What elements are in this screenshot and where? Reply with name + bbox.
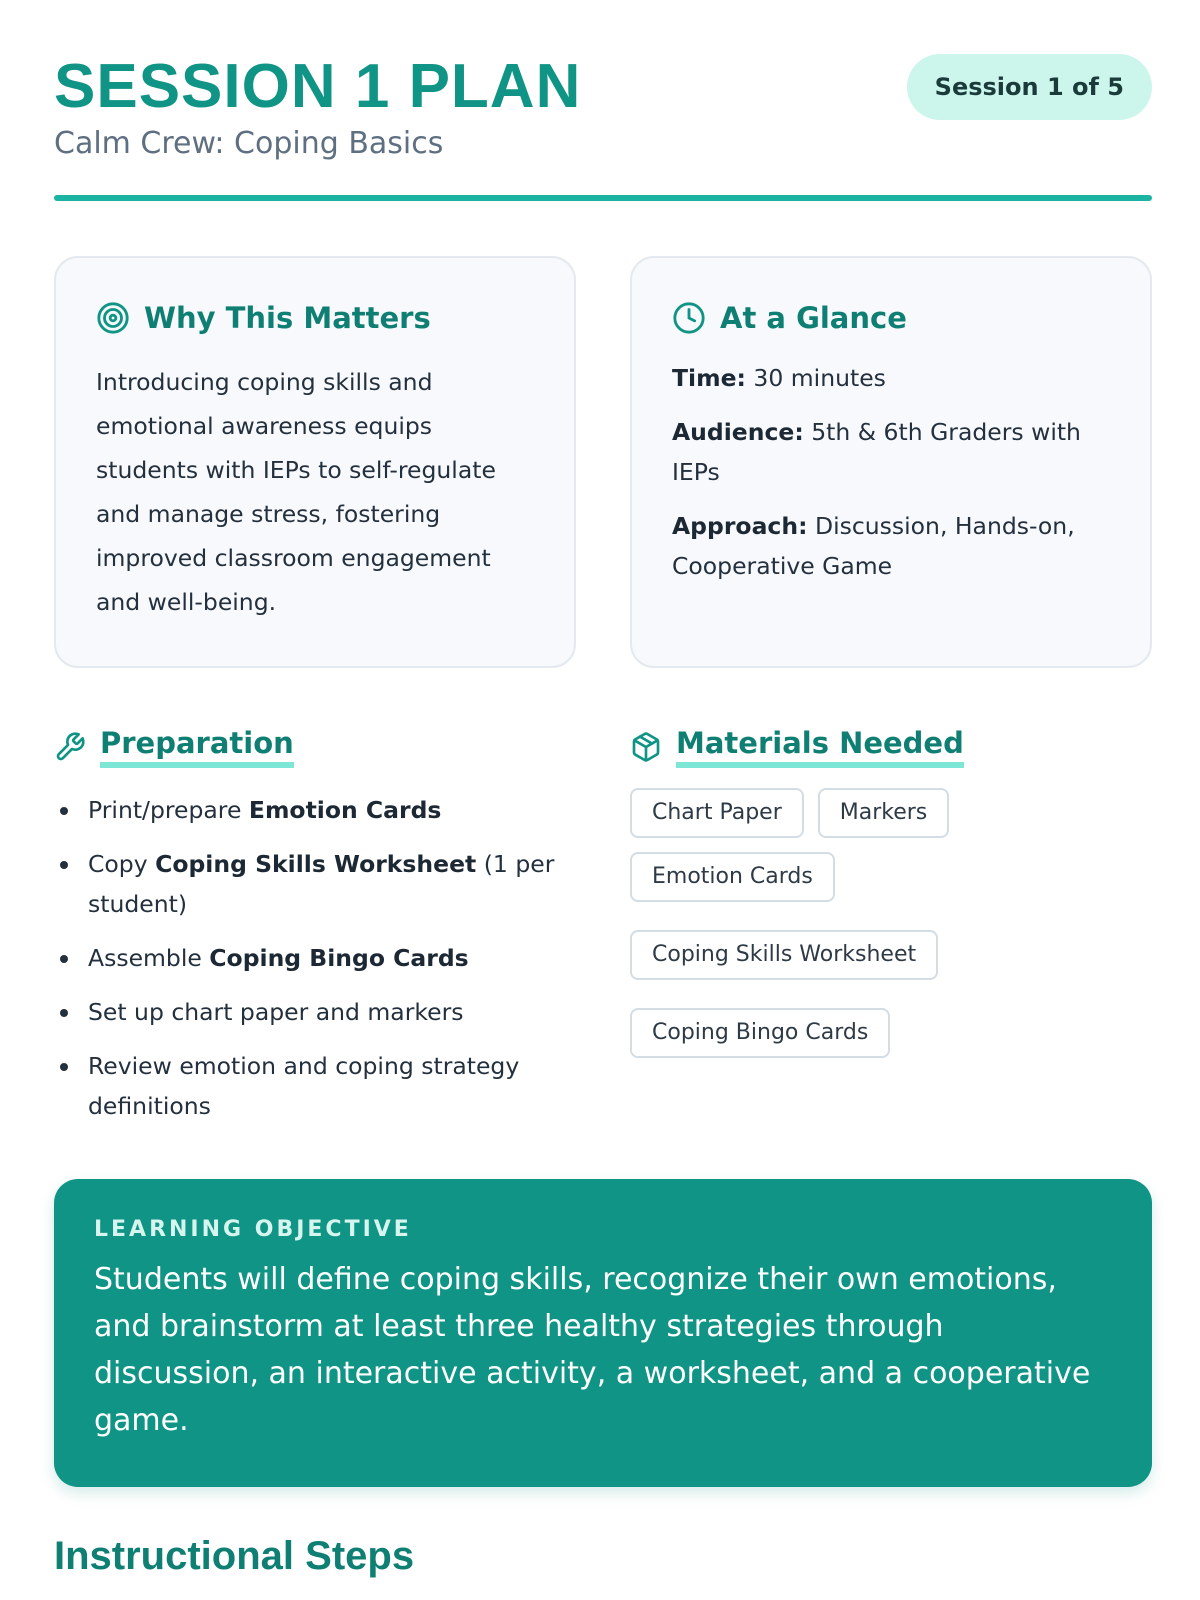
prep-item-text: Copy (88, 850, 156, 878)
session-badge: Session 1 of 5 (907, 54, 1152, 120)
list-item (54, 992, 574, 1032)
glance-time-value: 30 minutes (753, 364, 886, 392)
materials-header (630, 726, 964, 768)
wrench-icon (54, 731, 86, 763)
prep-item-bold: Coping Bingo Cards (209, 944, 469, 972)
list-item (54, 1046, 574, 1126)
why-this-matters-card (54, 256, 576, 668)
learning-objective-card (54, 1179, 1152, 1487)
preparation-list (54, 790, 574, 1140)
box-icon (630, 731, 662, 763)
materials-title: Materials Needed (676, 726, 964, 768)
material-chip: Emotion Cards (630, 852, 835, 902)
why-card-body: Introducing coping skills and emotional awareness equips students with IEPs to self-regulate and manage stress, fostering improved classroom engagement and well-being. (96, 368, 496, 616)
preparation-header (54, 726, 294, 768)
at-a-glance-card (630, 256, 1152, 668)
glance-card-header (672, 298, 1110, 338)
glance-audience-label: Audience: (672, 418, 804, 446)
glance-card-title: At a Glance (720, 301, 907, 335)
glance-details (672, 358, 1110, 586)
glance-approach-label: Approach: (672, 512, 808, 540)
prep-item-text: (1 per student) (88, 850, 555, 918)
objective-label: LEARNING OBJECTIVE (94, 1217, 412, 1242)
glance-approach (672, 506, 1110, 586)
page-title: SESSION 1 PLAN (54, 52, 582, 121)
clock-icon (672, 301, 706, 335)
objective-text: Students will define coping skills, recognize their own emotions, and brainstorm at least three healthy strategies through discussion, an interactive activity, a worksheet, and a cooperative game. (94, 1262, 1091, 1438)
prep-item-text: Review emotion and coping strategy definitions (88, 1052, 520, 1120)
material-chip: Coping Bingo Cards (630, 1008, 890, 1058)
why-card-header (96, 298, 534, 338)
prep-item-bold: Emotion Cards (248, 796, 442, 824)
prep-item-text: Assemble (88, 944, 210, 972)
glance-audience (672, 412, 1110, 492)
list-item (54, 844, 574, 924)
glance-audience-value: 5th & 6th Graders with IEPs (672, 418, 1081, 486)
list-item (54, 938, 574, 978)
glance-time-label: Time: (672, 364, 746, 392)
materials-list (630, 788, 1152, 1058)
glance-time (672, 358, 1110, 398)
material-chip: Coping Skills Worksheet (630, 930, 938, 980)
material-chip: Chart Paper (630, 788, 804, 838)
page-header (54, 52, 1152, 164)
list-item (54, 790, 574, 830)
page-subtitle: Calm Crew: Coping Basics (54, 126, 444, 161)
prep-item-text: Set up chart paper and markers (88, 998, 464, 1026)
prep-item-text: Print/prepare (88, 796, 249, 824)
glance-approach-value: Discussion, Hands-on, Cooperative Game (672, 512, 1075, 580)
instructional-steps-heading: Instructional Steps (54, 1534, 415, 1578)
why-card-title: Why This Matters (144, 301, 431, 335)
preparation-title: Preparation (100, 726, 294, 768)
target-icon (96, 301, 130, 335)
material-chip: Markers (818, 788, 950, 838)
header-divider (54, 195, 1152, 201)
prep-item-bold: Coping Skills Worksheet (155, 850, 477, 878)
